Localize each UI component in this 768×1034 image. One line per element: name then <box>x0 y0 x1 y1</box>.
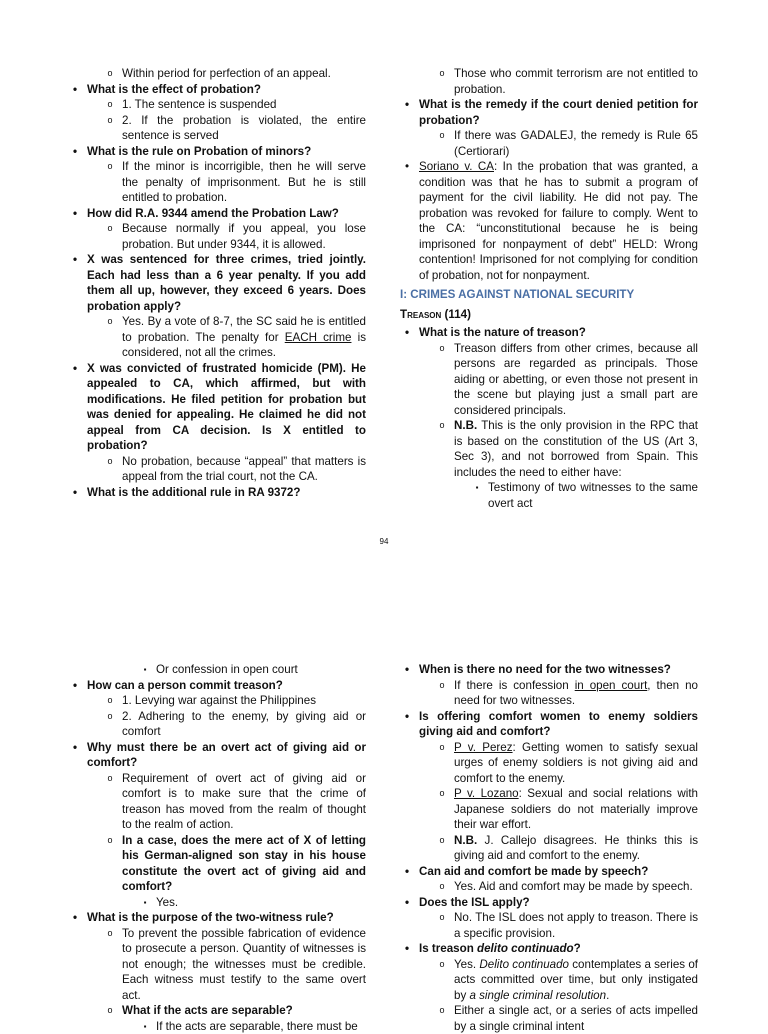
list-item <box>68 1019 366 1034</box>
list-item <box>400 957 698 1004</box>
bullet-icon: • <box>401 941 413 957</box>
item-text: : Getting women to satisfy sexual urges of enemy soldiers is not giving aid and comfort to the enemy. <box>454 741 698 785</box>
circle-bullet-icon: o <box>436 910 448 926</box>
question-text: In a case, does the mere act of X of letting his German-aligned son stay in his house constitute the overt act of giving aid and comfort? <box>122 834 366 894</box>
question <box>68 740 366 771</box>
question-text: ? <box>574 942 581 955</box>
square-bullet-icon: ▪ <box>139 895 151 911</box>
question-text: X was sentenced for three crimes, tried jointly. Each had less than a 6 year penalty. If you add them all up, however, they exceed 6 years. Does probation apply? <box>87 253 366 313</box>
list-item <box>400 910 698 941</box>
square-bullet-icon: ▪ <box>139 662 151 678</box>
subheading: Treason (114) <box>400 307 698 323</box>
case-name: P v. Lozano <box>454 787 519 800</box>
question-text: X was convicted of frustrated homicide (PM). He appealed to CA, which affirmed, but with modifications. He filed petition for probation but was denied for appealing. He claimed he did not appeal from CA decision. Is X entitled to probation? <box>87 362 366 453</box>
list-item <box>400 418 698 480</box>
question <box>400 325 698 341</box>
case-name: P v. Perez <box>454 741 513 754</box>
circle-bullet-icon: o <box>436 786 448 802</box>
square-bullet-icon: ▪ <box>471 480 483 496</box>
list-item <box>68 662 366 678</box>
page-bottom <box>0 662 768 1024</box>
item-text: If there was GADALEJ, the remedy is Rule 65 (Certiorari) <box>454 129 698 158</box>
bullet-icon: • <box>69 740 81 756</box>
bullet-icon: • <box>69 361 81 377</box>
item-text: Testimony of two witnesses to the same overt act <box>488 481 698 510</box>
circle-bullet-icon: o <box>436 418 448 434</box>
item-text: If there is confession <box>454 679 575 692</box>
underlined-text: in open court <box>575 679 648 692</box>
circle-bullet-icon: o <box>436 341 448 357</box>
question <box>68 82 366 98</box>
circle-bullet-icon: o <box>104 454 116 470</box>
question <box>68 206 366 222</box>
question <box>400 941 698 957</box>
item-text: No probation, because “appeal” that matters is appeal from the trial court, not the CA. <box>122 455 366 484</box>
list-item <box>68 66 366 82</box>
list-item <box>68 895 366 911</box>
item-text: This is the only provision in the RPC that is based on the constitution of the US (Art 3, Sec 3), and not borrowed from Spain. This includes the need to either have: <box>454 419 698 479</box>
list-item <box>400 128 698 159</box>
item-text: . <box>606 989 609 1002</box>
list-item <box>68 454 366 485</box>
item-text: Within period for perfection of an appeal. <box>122 67 331 80</box>
bullet-icon: • <box>69 910 81 926</box>
circle-bullet-icon: o <box>104 833 116 849</box>
item-text: : Sexual and social relations with Japanese soldiers do not materially improve their war effort. <box>454 787 698 831</box>
question <box>68 252 366 314</box>
list-item <box>400 66 698 97</box>
question <box>68 361 366 454</box>
right-column <box>400 662 698 1034</box>
italic-term: delito continuado <box>477 942 574 955</box>
left-column <box>68 662 366 1034</box>
circle-bullet-icon: o <box>104 159 116 175</box>
item-text: 2. Adhering to the enemy, by giving aid or comfort <box>122 710 366 739</box>
case-item <box>400 159 698 283</box>
item-text: Yes. Aid and comfort may be made by speech. <box>454 880 693 893</box>
list-item <box>68 113 366 144</box>
circle-bullet-icon: o <box>436 957 448 973</box>
page-number: 94 <box>0 534 768 550</box>
left-column <box>68 66 366 500</box>
list-item <box>68 926 366 1004</box>
item-text: To prevent the possible fabrication of evidence to prosecute a person. Quantity of witnesses is not enough; the witnesses must be credible. Each witness must testify to the same overt act. <box>122 927 366 1002</box>
item-text: contemplates a series of acts committed over time, but only instigated by <box>454 958 698 1002</box>
circle-bullet-icon: o <box>104 314 116 330</box>
item-text: 1. The sentence is suspended <box>122 98 276 111</box>
question-text: What is the additional rule in RA 9372? <box>87 486 300 499</box>
item-text: Yes. <box>454 958 479 971</box>
bullet-icon: • <box>401 97 413 113</box>
circle-bullet-icon: o <box>436 128 448 144</box>
italic-term: Delito continuado <box>479 958 569 971</box>
question <box>400 709 698 740</box>
section-heading: I: CRIMES AGAINST NATIONAL SECURITY <box>400 287 698 303</box>
bullet-icon: • <box>69 144 81 160</box>
bullet-icon: • <box>69 82 81 98</box>
nb-label: N.B. <box>454 834 477 847</box>
list-item <box>68 693 366 709</box>
circle-bullet-icon: o <box>104 97 116 113</box>
list-item <box>68 771 366 833</box>
list-item <box>400 678 698 709</box>
question <box>68 1003 366 1019</box>
question-text: How did R.A. 9344 amend the Probation Law? <box>87 207 339 220</box>
question <box>400 864 698 880</box>
question <box>68 678 366 694</box>
item-text: Yes. By a vote of 8-7, the SC said he is entitled to probation. The penalty for <box>122 315 366 344</box>
list-item <box>400 1003 698 1034</box>
item-text: Requirement of overt act of giving aid or comfort is to make sure that the crime of treason has moved from the realm of thought to the realm of action. <box>122 772 366 832</box>
question-text: What is the purpose of the two-witness rule? <box>87 911 334 924</box>
circle-bullet-icon: o <box>104 1003 116 1019</box>
list-item <box>68 159 366 206</box>
question <box>400 97 698 128</box>
item-text: 2. If the probation is violated, the entire sentence is served <box>122 114 366 143</box>
item-text: Because normally if you appeal, you lose probation. But under 9344, it is allowed. <box>122 222 366 251</box>
question <box>68 910 366 926</box>
circle-bullet-icon: o <box>436 678 448 694</box>
list-item <box>400 879 698 895</box>
item-text: J. Callejo disagrees. He thinks this is giving aid and comfort to the enemy. <box>454 834 698 863</box>
circle-bullet-icon: o <box>104 113 116 129</box>
item-text: Treason differs from other crimes, because all persons are regarded as principals. Those aiding or abetting, or even those not present in the scene but playing just a small part are considered principals. <box>454 342 698 417</box>
question-text: Is offering comfort women to enemy soldiers giving aid and comfort? <box>419 710 698 739</box>
question-text: How can a person commit treason? <box>87 679 283 692</box>
item-text: Either a single act, or a series of acts impelled by a single criminal intent <box>454 1004 698 1033</box>
question-text: Does the ISL apply? <box>419 896 530 909</box>
circle-bullet-icon: o <box>436 1003 448 1019</box>
list-item <box>400 341 698 419</box>
case-name: Soriano v. CA <box>419 160 494 173</box>
item-text: 1. Levying war against the Philippines <box>122 694 316 707</box>
question <box>68 485 366 501</box>
list-item <box>68 97 366 113</box>
question-text: When is there no need for the two witnesses? <box>419 663 671 676</box>
circle-bullet-icon: o <box>436 66 448 82</box>
bullet-icon: • <box>401 325 413 341</box>
italic-term: a single criminal resolution <box>469 989 606 1002</box>
item-text: : In the probation that was granted, a condition was that he has to submit a program of payment for the civil liability. He did not pay. The probation was revoked for failure to comply. Went to the CA: “unconstitutional because he is being imprisoned for nonpayment of debt” HELD: Wrong contention! Imprisoned for not complying for condition of probation, not for nonpayment. <box>419 160 698 282</box>
circle-bullet-icon: o <box>104 66 116 82</box>
list-item <box>68 709 366 740</box>
question-text: What is the effect of probation? <box>87 83 261 96</box>
question-text: Why must there be an overt act of giving aid or comfort? <box>87 741 366 770</box>
list-item <box>68 314 366 361</box>
item-text: No. The ISL does not apply to treason. There is a specific provision. <box>454 911 698 940</box>
circle-bullet-icon: o <box>436 740 448 756</box>
question-text: What is the rule on Probation of minors? <box>87 145 311 158</box>
question <box>400 895 698 911</box>
question-text: What is the remedy if the court denied petition for probation? <box>419 98 698 127</box>
item-text: Yes. <box>156 896 178 909</box>
bullet-icon: • <box>401 159 413 175</box>
circle-bullet-icon: o <box>104 771 116 787</box>
question-text: Is treason <box>419 942 477 955</box>
nb-label: N.B. <box>454 419 477 432</box>
bullet-icon: • <box>69 252 81 268</box>
item-text: Those who commit terrorism are not entitled to probation. <box>454 67 698 96</box>
list-item <box>68 221 366 252</box>
bullet-icon: • <box>69 485 81 501</box>
square-bullet-icon: ▪ <box>139 1019 151 1034</box>
bullet-icon: • <box>401 864 413 880</box>
question <box>68 833 366 895</box>
bullet-icon: • <box>401 662 413 678</box>
circle-bullet-icon: o <box>104 221 116 237</box>
case-item <box>400 740 698 787</box>
item-text: is considered, not all the crimes. <box>122 331 366 360</box>
bullet-icon: • <box>401 895 413 911</box>
circle-bullet-icon: o <box>104 693 116 709</box>
bullet-icon: • <box>401 709 413 725</box>
underlined-text: EACH crime <box>285 331 352 344</box>
question-text: What if the acts are separable? <box>122 1004 293 1017</box>
list-item <box>400 480 698 511</box>
question-text: Can aid and comfort be made by speech? <box>419 865 648 878</box>
circle-bullet-icon: o <box>104 926 116 942</box>
question <box>400 662 698 678</box>
bullet-icon: • <box>69 206 81 222</box>
circle-bullet-icon: o <box>436 879 448 895</box>
question-text: What is the nature of treason? <box>419 326 586 339</box>
circle-bullet-icon: o <box>104 709 116 725</box>
case-item <box>400 786 698 833</box>
item-text: If the acts are separable, there must be <box>156 1020 358 1033</box>
circle-bullet-icon: o <box>436 833 448 849</box>
right-column <box>400 66 698 511</box>
list-item <box>400 833 698 864</box>
item-text: Or confession in open court <box>156 663 298 676</box>
item-text: If the minor is incorrigible, then he will serve the penalty of imprisonment. But he is still entitled to probation. <box>122 160 366 204</box>
item-text: , then no need for two witnesses. <box>454 679 698 708</box>
question <box>68 144 366 160</box>
bullet-icon: • <box>69 678 81 694</box>
